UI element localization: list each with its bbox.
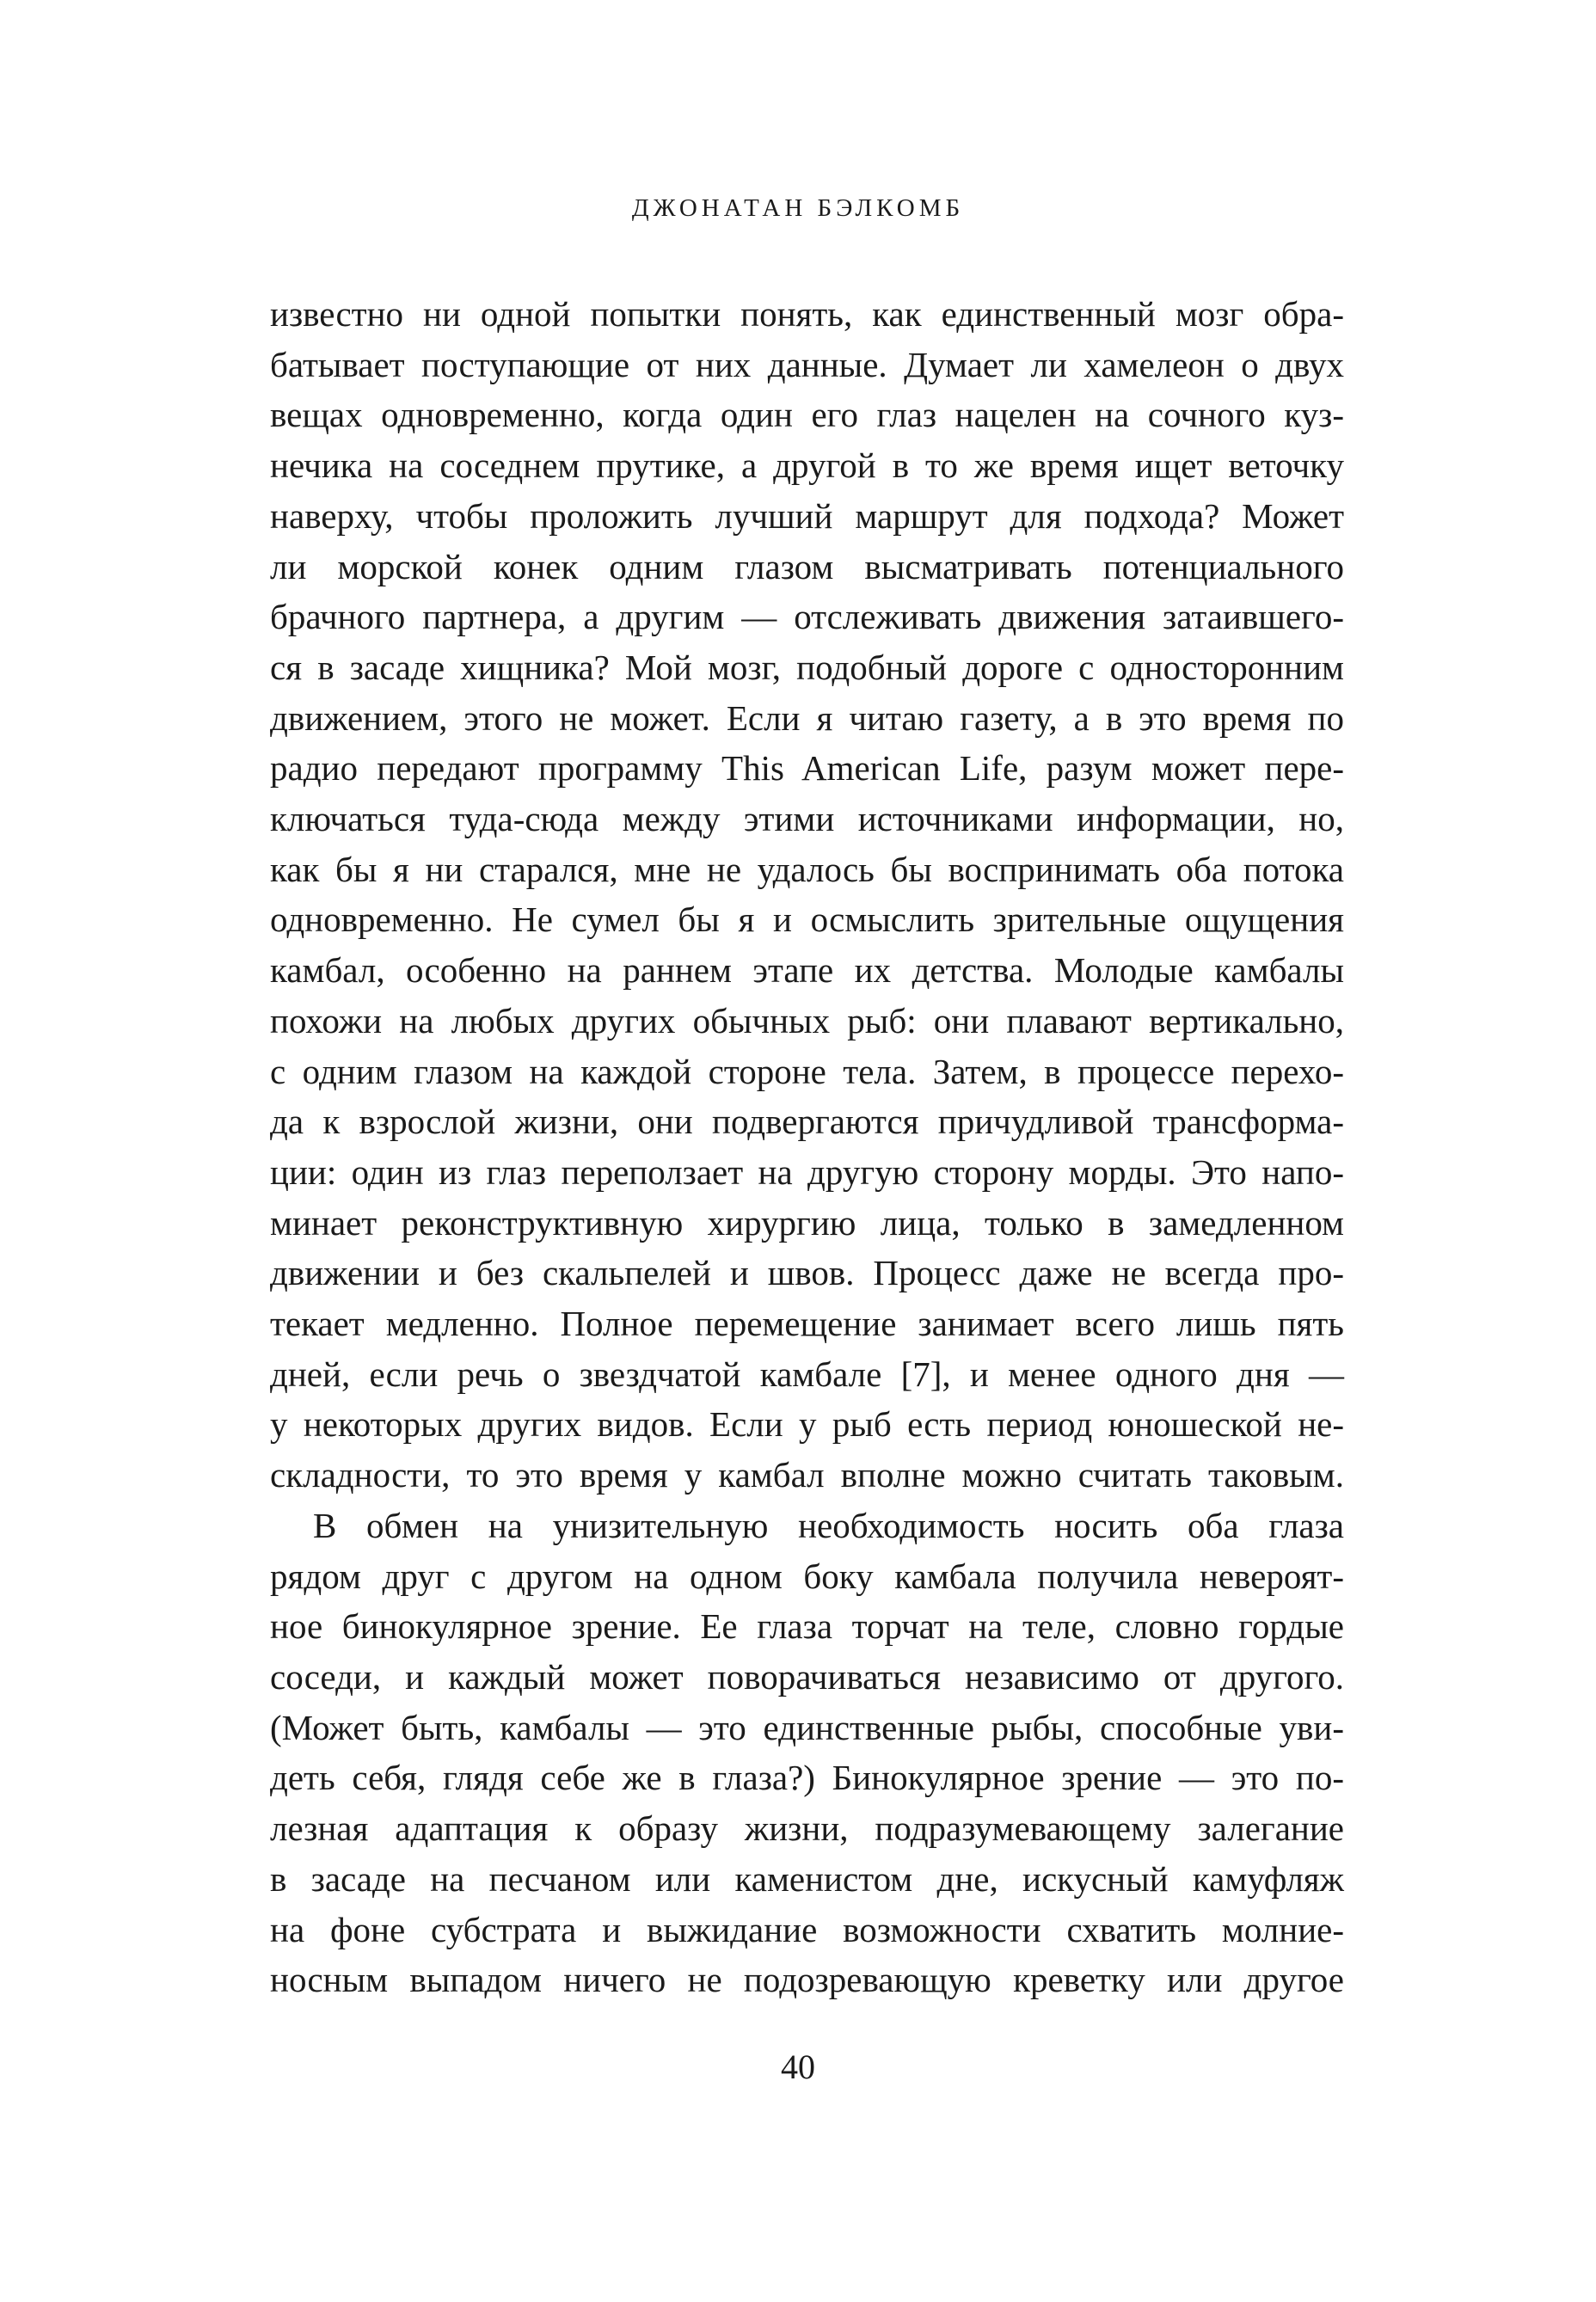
text-line: одновременно. Не сумел бы я и осмыслить зрительные ощущения: [270, 899, 1344, 940]
text-line: носным выпадом ничего не подозревающую креветку или другое: [270, 1960, 1344, 2000]
text-line: соседи, и каждый может поворачиваться независимо от другого.: [270, 1656, 1344, 1697]
text-line: деть себя, глядя себе же в глаза?) Бинокулярное зрение — это по-: [270, 1758, 1344, 1798]
text-line: камбал, особенно на раннем этапе их детства. Молодые камбалы: [270, 950, 1344, 991]
text-line: В обмен на унизительную необходимость носить оба глаза: [313, 1505, 1344, 1545]
paragraph: [270, 289, 1344, 1501]
text-line: наверху, чтобы проложить лучший маршрут для подхода? Может: [270, 495, 1344, 536]
text-line: на фоне субстрата и выжидание возможности схватить молние-: [270, 1909, 1344, 1949]
text-line: ли морской конек одним глазом высматривать потенциального: [270, 546, 1344, 586]
text-line: нечика на соседнем прутике, а другой в то же время ищет веточку: [270, 445, 1344, 486]
text-line: движением, этого не может. Если я читаю газету, а в это время по: [270, 697, 1344, 738]
text-line: ключаться туда-сюда между этими источниками информации, но,: [270, 799, 1344, 839]
text-line: в засаде на песчаном или каменистом дне, искусный камуфляж: [270, 1858, 1344, 1899]
text-line: ся в засаде хищника? Мой мозг, подобный дороге с односторонним: [270, 647, 1344, 687]
text-line: брачного партнера, а другим — отслеживать движения затаившего-: [270, 597, 1344, 637]
text-line: складности, то это время у камбал вполне можно считать таковым.: [270, 1455, 1344, 1495]
text-line: как бы я ни старался, мне не удалось бы воспринимать оба потока: [270, 849, 1344, 889]
text-line: у некоторых других видов. Если у рыб есть период юношеской не-: [270, 1404, 1344, 1445]
text-line: известно ни одной попытки понять, как единственный мозг обра-: [270, 294, 1344, 334]
text-line: ное бинокулярное зрение. Ее глаза торчат на теле, словно гордые: [270, 1606, 1344, 1647]
text-line: лезная адаптация к образу жизни, подразумевающему залегание: [270, 1808, 1344, 1849]
text-line: с одним глазом на каждой стороне тела. Затем, в процессе перехо-: [270, 1051, 1344, 1091]
text-line: радио передают программу This American Life, разум может пере-: [270, 748, 1344, 789]
text-line: (Может быть, камбалы — это единственные рыбы, способные уви-: [270, 1707, 1344, 1747]
body-text: [270, 289, 1344, 2005]
text-line: минает реконструктивную хирургию лица, только в замедленном: [270, 1202, 1344, 1243]
text-line: текает медленно. Полное перемещение занимает всего лишь пять: [270, 1304, 1344, 1344]
text-line: движении и без скальпелей и швов. Процесс даже не всегда про-: [270, 1253, 1344, 1293]
text-line: ции: один из глаз переползает на другую сторону морды. Это напо-: [270, 1151, 1344, 1192]
text-line: дней, если речь о звездчатой камбале [7], и менее одного дня —: [270, 1354, 1344, 1394]
text-line: да к взрослой жизни, они подвергаются причудливой трансформа-: [270, 1102, 1344, 1142]
text-line: похожи на любых других обычных рыб: они плавают вертикально,: [270, 1000, 1344, 1041]
running-header: ДЖОНАТАН БЭЛКОМБ: [631, 194, 965, 222]
paragraph: [270, 1501, 1344, 2005]
page-number: 40: [781, 2047, 815, 2086]
text-line: вещах одновременно, когда один его глаз нацелен на сочного куз-: [270, 395, 1344, 435]
text-line: рядом друг с другом на одном боку камбала получила невероят-: [270, 1556, 1344, 1596]
text-line: батывает поступающие от них данные. Думает ли хамелеон о двух: [270, 344, 1344, 384]
